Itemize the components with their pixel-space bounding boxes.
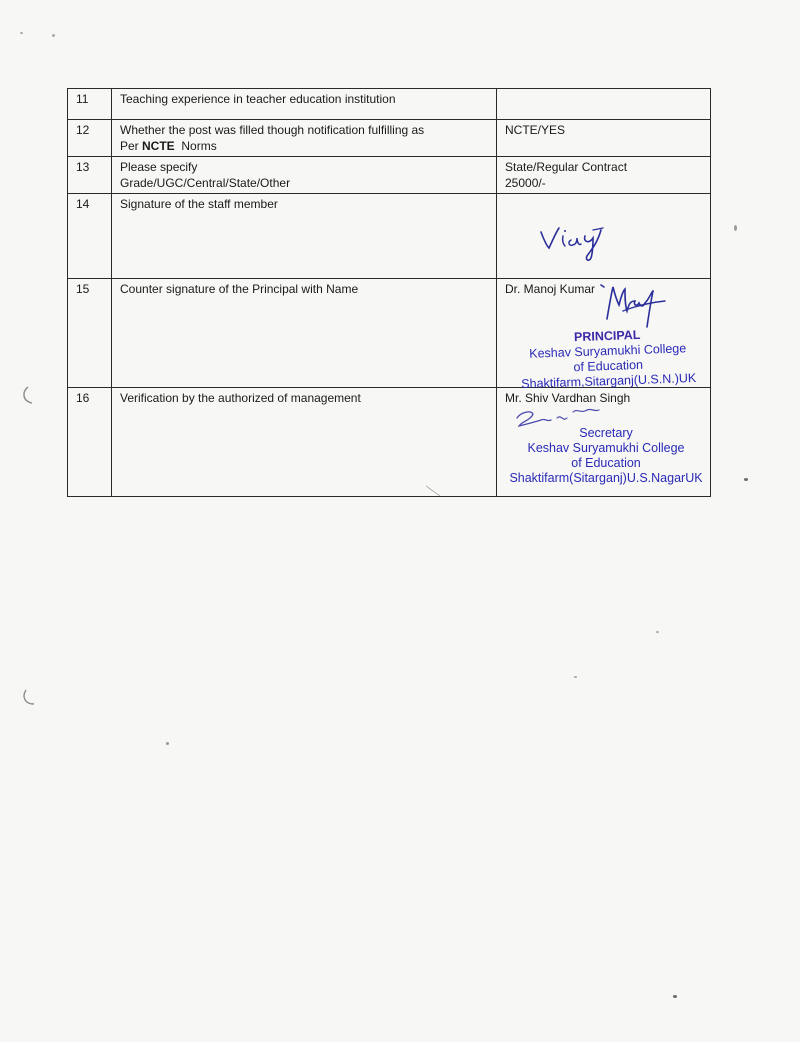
stamp-line: of Education xyxy=(573,357,644,375)
staff-details-table xyxy=(67,88,711,497)
row-value xyxy=(497,157,711,194)
row-value: NCTE/YES xyxy=(497,120,711,157)
secretary-stamp xyxy=(499,426,713,486)
row-label: Teaching experience in teacher education institution xyxy=(112,89,497,120)
secretary-name: Mr. Shiv Vardhan Singh xyxy=(505,391,631,405)
row-number: 13 xyxy=(68,157,112,194)
row-label-line xyxy=(120,138,490,154)
principal-name: Dr. Manoj Kumar xyxy=(505,282,596,296)
table-row xyxy=(68,120,711,157)
row-label xyxy=(112,157,497,194)
row-label-bold: NCTE xyxy=(142,139,175,153)
scan-speck xyxy=(20,32,23,34)
table-row xyxy=(68,194,711,279)
stamp-title: Secretary xyxy=(579,426,633,440)
row-label-line: Please specify xyxy=(120,160,198,174)
stamp-line: of Education xyxy=(571,456,641,470)
scan-speck xyxy=(734,225,737,231)
row-label-pre: Per xyxy=(120,139,143,153)
row-number: 12 xyxy=(68,120,112,157)
table-row xyxy=(68,279,711,388)
row-value-line: 25000/- xyxy=(505,176,546,190)
scan-speck xyxy=(574,676,577,678)
scan-speck xyxy=(166,742,169,745)
scan-speck xyxy=(656,631,659,633)
row-label-post: Norms xyxy=(174,139,217,153)
stamp-line: Shaktifarm(Sitarganj)U.S.NagarUK xyxy=(509,471,703,485)
staff-signature xyxy=(539,222,619,264)
row-label-line: Grade/UGC/Central/State/Other xyxy=(120,176,291,190)
principal-signature xyxy=(593,281,669,331)
row-value xyxy=(497,279,711,392)
row-number: 16 xyxy=(68,388,112,497)
scan-speck xyxy=(673,995,677,998)
row-label: Verification by the authorized of management xyxy=(112,388,497,497)
row-value xyxy=(497,89,711,120)
stamp-title: PRINCIPAL xyxy=(573,327,641,345)
row-number: 15 xyxy=(68,279,112,388)
scan-speck xyxy=(52,34,55,37)
row-value xyxy=(497,194,711,279)
row-number: 14 xyxy=(68,194,112,279)
principal-stamp xyxy=(496,325,720,393)
table-row xyxy=(68,89,711,120)
row-value xyxy=(497,388,711,497)
table-row xyxy=(68,157,711,194)
row-label xyxy=(112,120,497,157)
row-label: Counter signature of the Principal with Name xyxy=(112,279,497,388)
punch-hole-mark-top xyxy=(18,385,40,407)
row-label: Signature of the staff member xyxy=(112,194,497,279)
table-row xyxy=(68,388,711,497)
row-label-line: Whether the post was filled though notification fulfilling as xyxy=(120,123,425,137)
stamp-line: Shaktifarm,Sitarganj(U.S.N.)UK xyxy=(521,370,697,392)
scan-speck xyxy=(744,478,748,481)
row-number: 11 xyxy=(68,89,112,120)
stamp-line: Keshav Suryamukhi College xyxy=(529,341,687,361)
stamp-line: Keshav Suryamukhi College xyxy=(527,441,685,455)
punch-hole-mark-bottom xyxy=(18,688,40,710)
row-value-line: State/Regular Contract xyxy=(505,160,628,174)
